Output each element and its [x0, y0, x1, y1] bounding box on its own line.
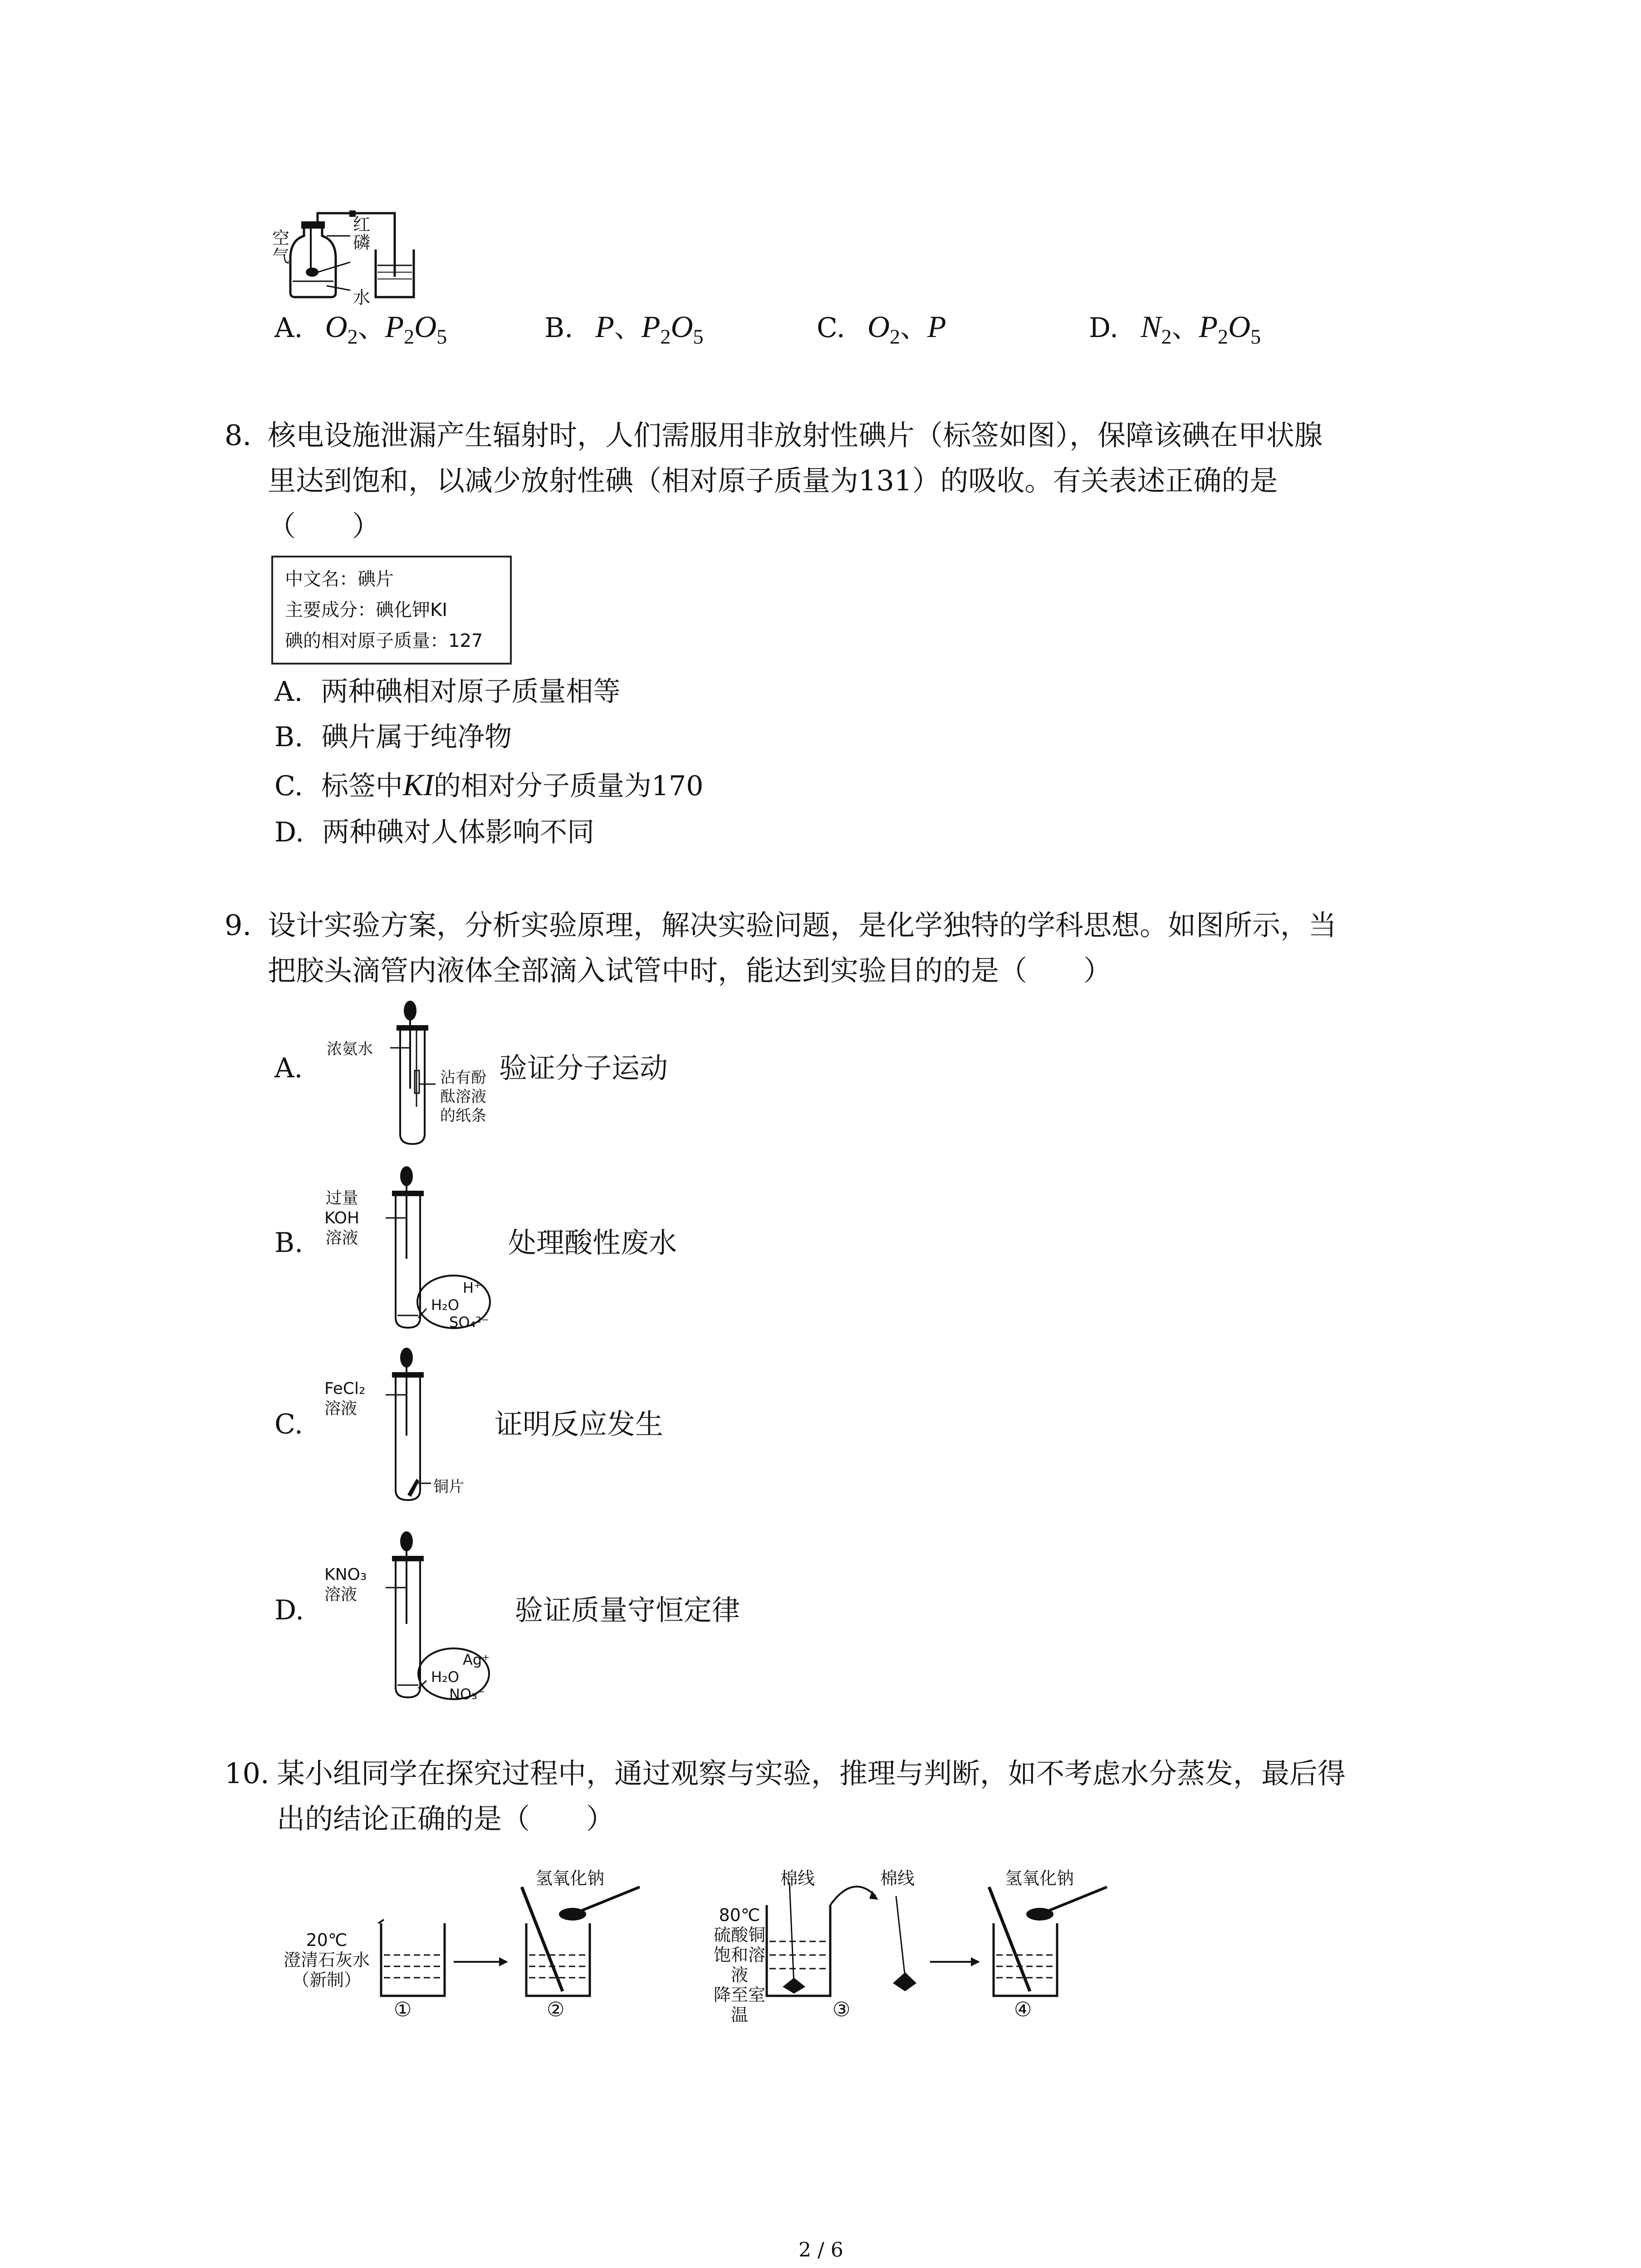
q9-a-label-paper: 沾有酚 酞溶液 的纸条: [440, 1069, 486, 1125]
q10-number: 10.: [225, 1757, 269, 1790]
q8-label-line: 中文名：碘片: [285, 569, 394, 590]
q8-label-line: 碘的相对原子质量：127: [285, 631, 483, 651]
q9-a-label-ammonia: 浓氨水: [327, 1040, 373, 1058]
q10-num-4: ④: [1014, 1998, 1032, 2021]
q9-option-b-letter[interactable]: B.: [274, 1227, 304, 1259]
q9-stem-line2: 把胶头滴管内液体全部滴入试管中时，能达到实验目的的是（ ）: [268, 954, 1112, 987]
q7-option-c[interactable]: C. $O_2$、P: [817, 309, 946, 348]
q10-num-2: ②: [547, 1998, 565, 2021]
q10-num-3: ③: [833, 1998, 851, 2021]
q9-option-a-letter[interactable]: A.: [274, 1052, 303, 1084]
q7-label-water: 水: [353, 288, 371, 308]
q9-c-label-fecl2: FeCl₂ 溶液: [324, 1379, 366, 1418]
q8-option-c[interactable]: C. 标签中KI的相对分子质量为170: [274, 767, 704, 802]
q7-apparatus-figure: [272, 209, 417, 304]
q10-step1-label: 20℃ 澄清石灰水 （新制）: [283, 1930, 370, 1990]
q10-num-1: ①: [394, 1998, 412, 2021]
q10-stem-line2: 出的结论正确的是（ ）: [277, 1802, 615, 1835]
q8-option-d[interactable]: D. 两种碘对人体影响不同: [274, 816, 595, 848]
q9-option-c-text[interactable]: 证明反应发生: [495, 1408, 664, 1441]
q10-stem-line1: 某小组同学在探究过程中，通过观察与实验，推理与判断，如不考虑水分蒸发，最后得: [277, 1757, 1346, 1790]
q10-naoh-label-2: 氢氧化钠: [535, 1868, 605, 1888]
q10-step3-label: 80℃ 硫酸铜 饱和溶液 降至室温: [713, 1905, 765, 2025]
q9-option-d-text[interactable]: 验证质量守恒定律: [515, 1593, 740, 1627]
q8-stem-line1: 核电设施泄漏产生辐射时，人们需服用非放射性碘片（标签如图），保障该碘在甲状腺: [268, 419, 1323, 452]
q9-b-label-koh: 过量 KOH 溶液: [324, 1189, 360, 1247]
q8-option-b[interactable]: B. 碘片属于纯净物: [274, 721, 512, 753]
q9-number: 9.: [225, 909, 252, 942]
q8-label-line: 主要成分：碘化钾KI: [285, 600, 448, 621]
q10-naoh-label-4: 氢氧化钠: [1005, 1868, 1074, 1888]
q7-option-d[interactable]: D. $N_2$、$P_2O_5$: [1089, 309, 1261, 348]
q7-option-a[interactable]: A. $O_2$、$P_2O_5$: [274, 309, 447, 348]
q9-d-bubble: Ag⁺ H₂O NO₃⁻: [431, 1651, 490, 1703]
q9-option-b-text[interactable]: 处理酸性废水: [508, 1226, 677, 1259]
q8-stem-line2: 里达到饱和，以减少放射性碘（相对原子质量为131）的吸收。有关表述正确的是: [268, 464, 1278, 497]
q8-option-a[interactable]: A. 两种碘相对原子质量相等: [274, 676, 621, 708]
q9-b-bubble: H⁺ H₂O SO₄²⁻: [431, 1279, 490, 1331]
q9-d-label-kno3: KNO₃ 溶液: [324, 1565, 367, 1604]
q9-option-a-text[interactable]: 验证分子运动: [499, 1051, 668, 1085]
q9-option-d-letter[interactable]: D.: [274, 1594, 304, 1626]
q7-option-b[interactable]: B. P、$P_2O_5$: [544, 309, 704, 348]
q7-label-air: 空气: [272, 228, 290, 266]
q8-answer-blank: （ ）: [268, 509, 381, 543]
q9-option-c-letter[interactable]: C.: [274, 1408, 303, 1440]
q8-iodine-label: [271, 556, 512, 665]
q9-c-label-copper: 铜片: [433, 1478, 464, 1496]
q7-label-red-phosphorus: 红磷: [353, 215, 371, 253]
q8-number: 8.: [225, 419, 252, 452]
q9-stem-line1: 设计实验方案，分析实验原理，解决实验问题，是化学独特的学科思想。如图所示，当: [268, 909, 1337, 942]
q10-cotton-label-1: 棉线: [780, 1868, 815, 1888]
page-number: 2 / 6: [798, 2239, 843, 2262]
q10-cotton-label-2: 棉线: [880, 1868, 915, 1888]
